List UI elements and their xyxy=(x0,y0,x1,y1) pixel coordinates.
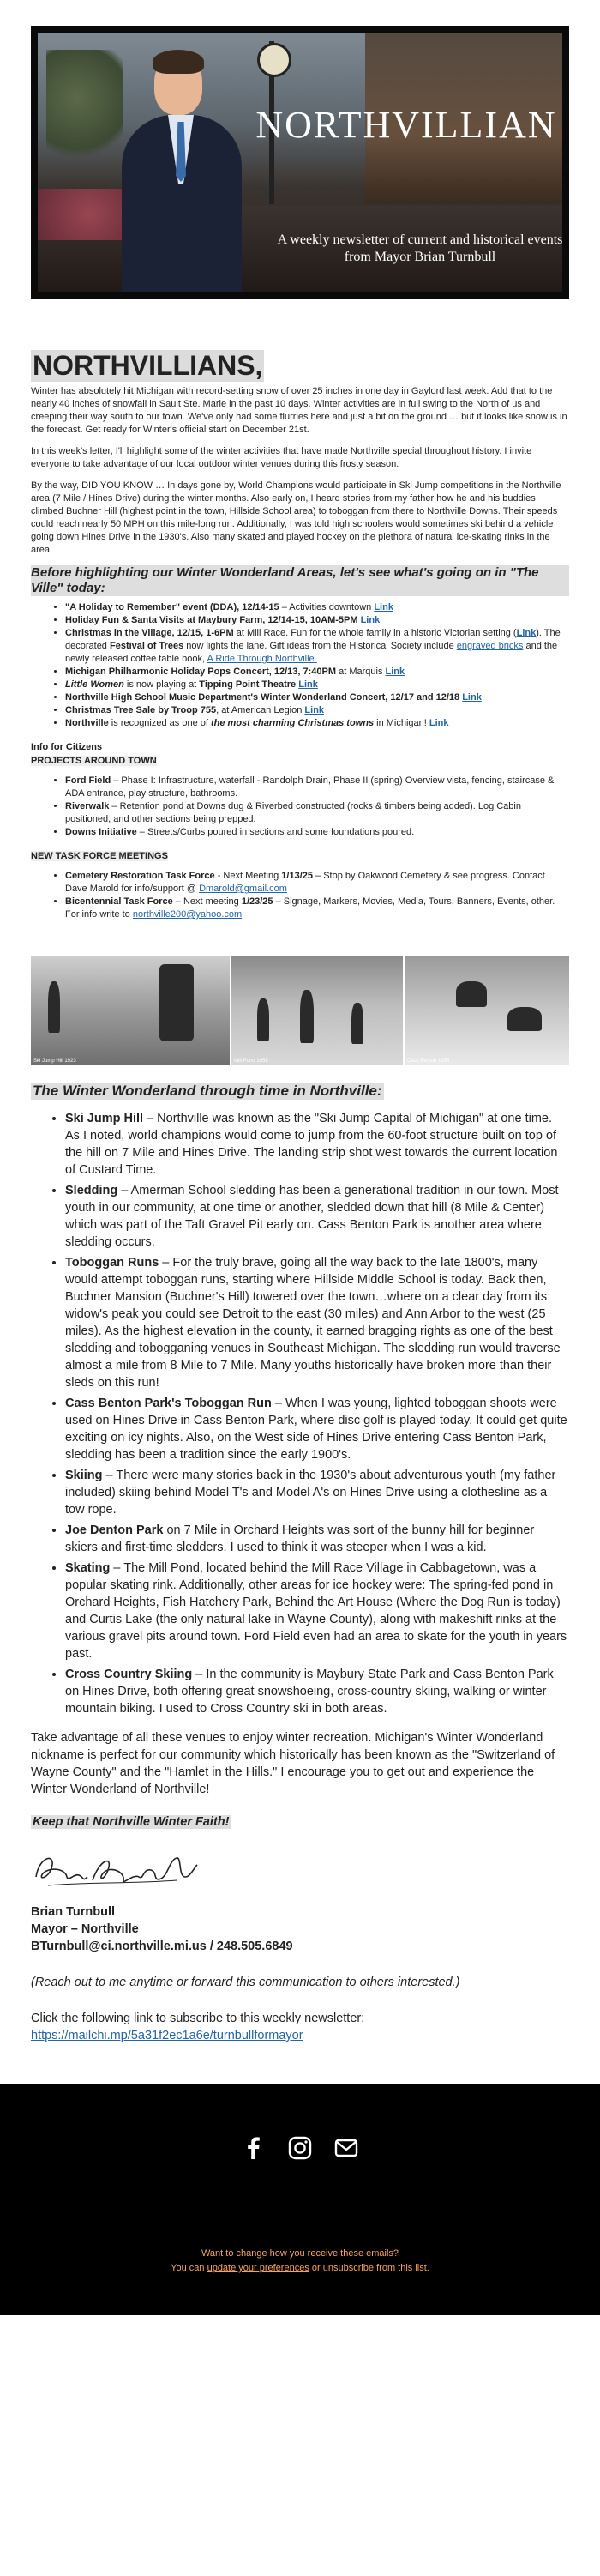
engraved-bricks-link[interactable]: engraved bricks xyxy=(456,641,524,651)
ville-events-list xyxy=(31,601,569,730)
list-item: • Toboggan Runs – For the truly brave, going all the way back to the late 1800's, many would attempt toboggan runs, starting where Hillside Middle School is today. Back then, Buchner Mansion (Buchner's Hill) towered over the town…where on a clear day from its widow's peak you could see Detroit to the east (30 miles) and Ann Arbor to the west (25 miles). As the highest elevation in the county, it earned bragging rights as one of the best sledding and tobogganing venues in Southeast Michigan. The sledding run would traverse almost a mile from 8 Mile to 7 Mile. Many youths historically have broken more than their sleds on this run! xyxy=(65,1254,569,1391)
ville-heading: Before highlighting our Winter Wonderland Areas, let's see what's going on in "The Ville" today: xyxy=(31,565,569,596)
banner-photo xyxy=(38,33,562,292)
list-item: • Cemetery Restoration Task Force - Next Meeting 1/13/25 – Stop by Oakwood Cemetery & see progress. Contact Dave Marold for info/support @ Dmarold@gmail.com xyxy=(65,870,569,896)
list-item: • Northville is recognized as one of the most charming Christmas towns in Michigan! Link xyxy=(65,717,569,730)
signature-image xyxy=(31,1843,569,1898)
facebook-icon[interactable] xyxy=(241,2135,267,2161)
footer-text xyxy=(0,2247,600,2276)
list-item: • Northville High School Music Department's Winter Wonderland Concert, 12/17 and 12/18 Link xyxy=(65,691,569,704)
main-content xyxy=(0,299,600,2044)
forward-note: (Reach out to me anytime or forward this communication to others interested.) xyxy=(31,1976,460,1989)
event-link[interactable]: Link xyxy=(516,628,537,638)
list-item: • Cross Country Skiing – In the community is Maybury State Park and Cass Benton Park on Hines Drive, both offering great snowshoeing, cross-country skiing, walking or winter mountain biking. I used to Cross Country ski in both areas. xyxy=(65,1666,569,1717)
winter-heading: The Winter Wonderland through time in Northville: xyxy=(33,1083,382,1099)
list-item: • Downs Initiative – Streets/Curbs poured in sections and some foundations poured. xyxy=(65,826,569,839)
instagram-icon[interactable] xyxy=(287,2135,313,2161)
historic-photos xyxy=(31,956,569,1065)
list-item: • Skiing – There were many stories back in the 1930's about adventurous youth (my father included) skiing behind Model T's and Model A's on Hines Drive using a clothesline as a tow rope. xyxy=(65,1467,569,1518)
greeting-heading: NORTHVILLIANS, xyxy=(33,350,263,381)
list-item: • Christmas in the Village, 12/15, 1-6PM at Mill Race. Fun for the whole family in a historic Victorian setting (Link). The decorated Festival of Trees now lights the lane. Gift ideas from the Historical Society include engraved bricks and the newly released coffee table book, A Ride Through Northville. xyxy=(65,627,569,666)
mayor-portrait xyxy=(122,45,242,292)
list-item: • Joe Denton Park on 7 Mile in Orchard Heights was sort of the bunny hill for beginner skiers and first-time sledders. I used to think it was steeper when I was a kid. xyxy=(65,1522,569,1556)
subscribe-text: Click the following link to subscribe to this weekly newsletter: xyxy=(31,2012,365,2025)
list-item: • "A Holiday to Remember" event (DDA), 12/14-15 – Activities downtown Link xyxy=(65,601,569,614)
ski-jump-photo: Ski Jump Hill 1923 xyxy=(31,956,230,1065)
closing-paragraph: Take advantage of all these venues to enjoy winter recreation. Michigan's Winter Wonderland nickname is perfect for our community which historically has been known as the "Switzerland of Wayne County" and the "Hamlet in the Hills." I encourage you to get out and experience the Winter Wonderland of Northville! xyxy=(31,1731,555,1796)
list-item: • Ski Jump Hill – Northville was known as the "Ski Jump Capital of Michigan" at one time. As I noted, world champions would come to jump from the 60-foot structure built on top of the hill on 7 Mile and Hines Drive. The landing strip shot west towards the current location of Custard Time. xyxy=(65,1110,569,1179)
footer xyxy=(0,2084,600,2315)
signature-contact: BTurnbull@ci.northville.mi.us / 248.505.6849 xyxy=(31,1940,293,1953)
list-item: • Sledding – Amerman School sledding has been a generational tradition in our town. Most youth in our community, at one time or another, sledded down that hill (8 Mile & Center) which was part of the Taft Gravel Pit early on. Cass Benton Park is another area where sledding occurs. xyxy=(65,1182,569,1251)
list-item: • Little Women is now playing at Tipping Point Theatre Link xyxy=(65,679,569,691)
projects-heading: PROJECTS AROUND TOWN xyxy=(31,756,157,766)
event-link[interactable]: Link xyxy=(429,718,449,728)
banner-tree xyxy=(46,50,123,170)
projects-list xyxy=(31,775,569,839)
banner-subtitle: A weekly newsletter of current and historical events from Mayor Brian Turnbull xyxy=(277,232,562,264)
event-link[interactable]: Link xyxy=(304,705,325,715)
footer-line-1: Want to change how you receive these emails? xyxy=(201,2248,399,2259)
list-item: • Cass Benton Park's Toboggan Run – When I was young, lighted toboggan shoots were used on Hines Drive in Cass Benton Park, where disc golf is played today. It could get quite exciting on icy nights. Also, on the West side of Hines Drive entering Cass Benton Park, sledding has been a tradition since the early 1900's. xyxy=(65,1395,569,1463)
list-item: • Riverwalk – Retention pond at Downs dug & Riverbed constructed (rocks & timbers being added). Log Cabin positioned, and other sections being prepped. xyxy=(65,800,569,826)
book-link[interactable]: A Ride Through Northville. xyxy=(207,654,317,664)
list-item: • Bicentennial Task Force – Next meeting 1/23/25 – Signage, Markers, Movies, Media, Tours, Banners, Events, other. For info write to northville200@yahoo.com xyxy=(65,896,569,921)
update-preferences-link[interactable]: update your preferences xyxy=(207,2263,309,2273)
email-link[interactable]: northville200@yahoo.com xyxy=(132,909,243,920)
event-link[interactable]: Link xyxy=(385,667,405,677)
event-link[interactable]: Link xyxy=(360,615,381,625)
header-banner xyxy=(31,26,569,299)
mill-pond-photo: Mill Pond 1958 xyxy=(231,956,403,1065)
intro-paragraph-2: In this week's letter, I'll highlight some of the winter activities that have made Northville special throughout history. I invite everyone to take advantage of our local outdoor winter venues during this frosty season. xyxy=(31,446,532,469)
cass-benton-photo: Cass Benton 1958 xyxy=(405,956,569,1065)
event-link[interactable]: Link xyxy=(374,602,393,612)
list-item: • Ford Field – Phase I: Infrastructure, waterfall - Randolph Drain, Phase II (spring) Overview vista, fencing, staircase & ADA entrance, play structure, bathrooms. xyxy=(65,775,569,800)
footer-line-2: You can update your preferences or unsubscribe from this list. xyxy=(171,2263,429,2273)
unsubscribe-link[interactable]: unsubscribe from this list xyxy=(322,2263,427,2273)
task-force-list xyxy=(31,870,569,921)
task-force-heading: NEW TASK FORCE MEETINGS xyxy=(31,851,168,861)
signature-title: Mayor – Northville xyxy=(31,1922,139,1936)
list-item: • Skating – The Mill Pond, located behind the Mill Race Village in Cabbagetown, was a popular skating rink. Additionally, other areas for ice hockey were: The spring-fed pond in Orchard Heights, Fish Hatchery Park, Behind the Art House (Where the Dog Run is today) and Curtis Lake (the only natural lake in Wayne County), along with makeshift rinks at the various gravel pits around town. Ford Field even had an area to skate for the youth in years past. xyxy=(65,1559,569,1662)
clock-icon xyxy=(257,43,291,77)
list-item: • Christmas Tree Sale by Troop 755, at American Legion Link xyxy=(65,704,569,717)
header xyxy=(0,0,600,299)
banner-title: NORTHVILLIAN xyxy=(255,104,557,146)
list-item: • Michigan Philharmonic Holiday Pops Concert, 12/13, 7:40PM at Marquis Link xyxy=(65,666,569,679)
event-link[interactable]: Link xyxy=(462,692,482,703)
intro-paragraph-3: By the way, DID YOU KNOW … In days gone by, World Champions would participate in Ski Jump competitions in the Northville area (7 Mile / Hines Drive) during the winter months. Also early on, I heard stories from my father how he and his buddies climbed Buchner Hill (highest point in the town, Hillside School area) to toboggan from there to Northville Downs. Their speeds could reach nearly 50 MPH on this mile-long run. Additionally, I was told high schoolers would sometimes ski behind a vehicle going down Hines Drive in the 1930's. Also many skated and played hockey on the plethora of natural ice-skating rinks in the area. xyxy=(31,480,561,555)
intro-paragraph-1: Winter has absolutely hit Michigan with record-setting snow of over 25 inches in one day in Gaylord last week. Add that to the nearly 40 inches of snowfall in Sault Ste. Marie in the past 10 days. Winter activities are in full swing to the North of us and creeping their way south to our town. We've only had some flurries here and just a bit on the ground … but it looks like snow is in the forecast. Get ready for Winter's official start on December 21st. xyxy=(31,386,567,435)
email-icon[interactable] xyxy=(333,2135,359,2161)
email-link[interactable]: Dmarold@gmail.com xyxy=(199,884,287,894)
list-item: • Holiday Fun & Santa Visits at Maybury Farm, 12/14-15, 10AM-5PM Link xyxy=(65,614,569,627)
winter-list xyxy=(31,1110,569,1717)
signature-name: Brian Turnbull xyxy=(31,1905,116,1919)
social-icons xyxy=(0,2135,600,2165)
event-link[interactable]: Link xyxy=(298,679,318,690)
citizens-title: Info for Citizens xyxy=(31,742,103,752)
faith-slogan: Keep that Northville Winter Faith! xyxy=(33,1815,230,1829)
subscribe-link[interactable]: https://mailchi.mp/5a31f2ec1a6e/turnbullformayor xyxy=(31,2029,303,2042)
